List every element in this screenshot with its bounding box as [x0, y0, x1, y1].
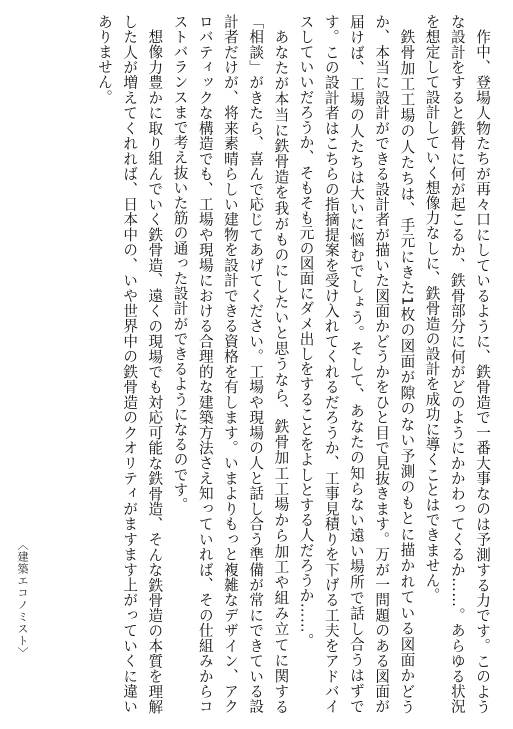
article-body — [92, 14, 495, 714]
paragraph-3: あなたが本当に鉄骨造を我がものにしたいと思うなら、鉄骨加工工場から加工や組み立てに関する「相談」がきたら、喜んで応じてあげてください。工場や現場の人と話し合う準備が常にできている設計者だけが、将来素晴らしい建物を設計できる資格を有します。いまよりもっと複雑なデザイン、アクロバティックな構造でも、工場や現場における合理的な建築方法さえ知っていれば、その仕組みからコストバランスまで考え抜いた筋の通った設計ができるようになるのです。 — [171, 14, 290, 714]
paragraph-1: 作中、登場人物たちが再々口にしているように、鉄骨造で一番大事なのは予測する力です。このような設計をすると鉄骨に何が起こるか、鉄骨部分に何がどのようにかかわってくるか……。あらゆる状況を想定して設計していく想像力なしに、鉄骨造の設計を成功に導くことはできません。 — [423, 14, 491, 714]
paragraph-4: 想像力豊かに取り組んでいく鉄骨造、遠くの現場でも対応可能な鉄骨造、そんな鉄骨造の本質を理解した人が増えてくれれば、日本中の、いや世界中の鉄骨造のクオリティがますます上がっていくに違いありません。 — [95, 14, 164, 714]
paragraph-2: 鉄骨加工工場の人たちは、手元にきた1枚の図面が隙のない予測のもとに描かれている図面かどうか、本当に設計ができる設計者が描いた図面かどうかをひと目で見抜きます。万が一問題のある図面が届けば、工場の人たちは大いに悩むでしょう。そして、あなたの知らない遠い場所で話し合うはずです。この設計者はこちらの指摘提案を受け入れてくれるだろうか、工事見積りを下げる工夫をアドバイスしていいだろうか、そもそも元の図面にダメ出しをすることをよしとする人だろうか……。 — [297, 14, 416, 714]
author-credit: 〈建築エコノミスト〉 — [16, 539, 29, 659]
